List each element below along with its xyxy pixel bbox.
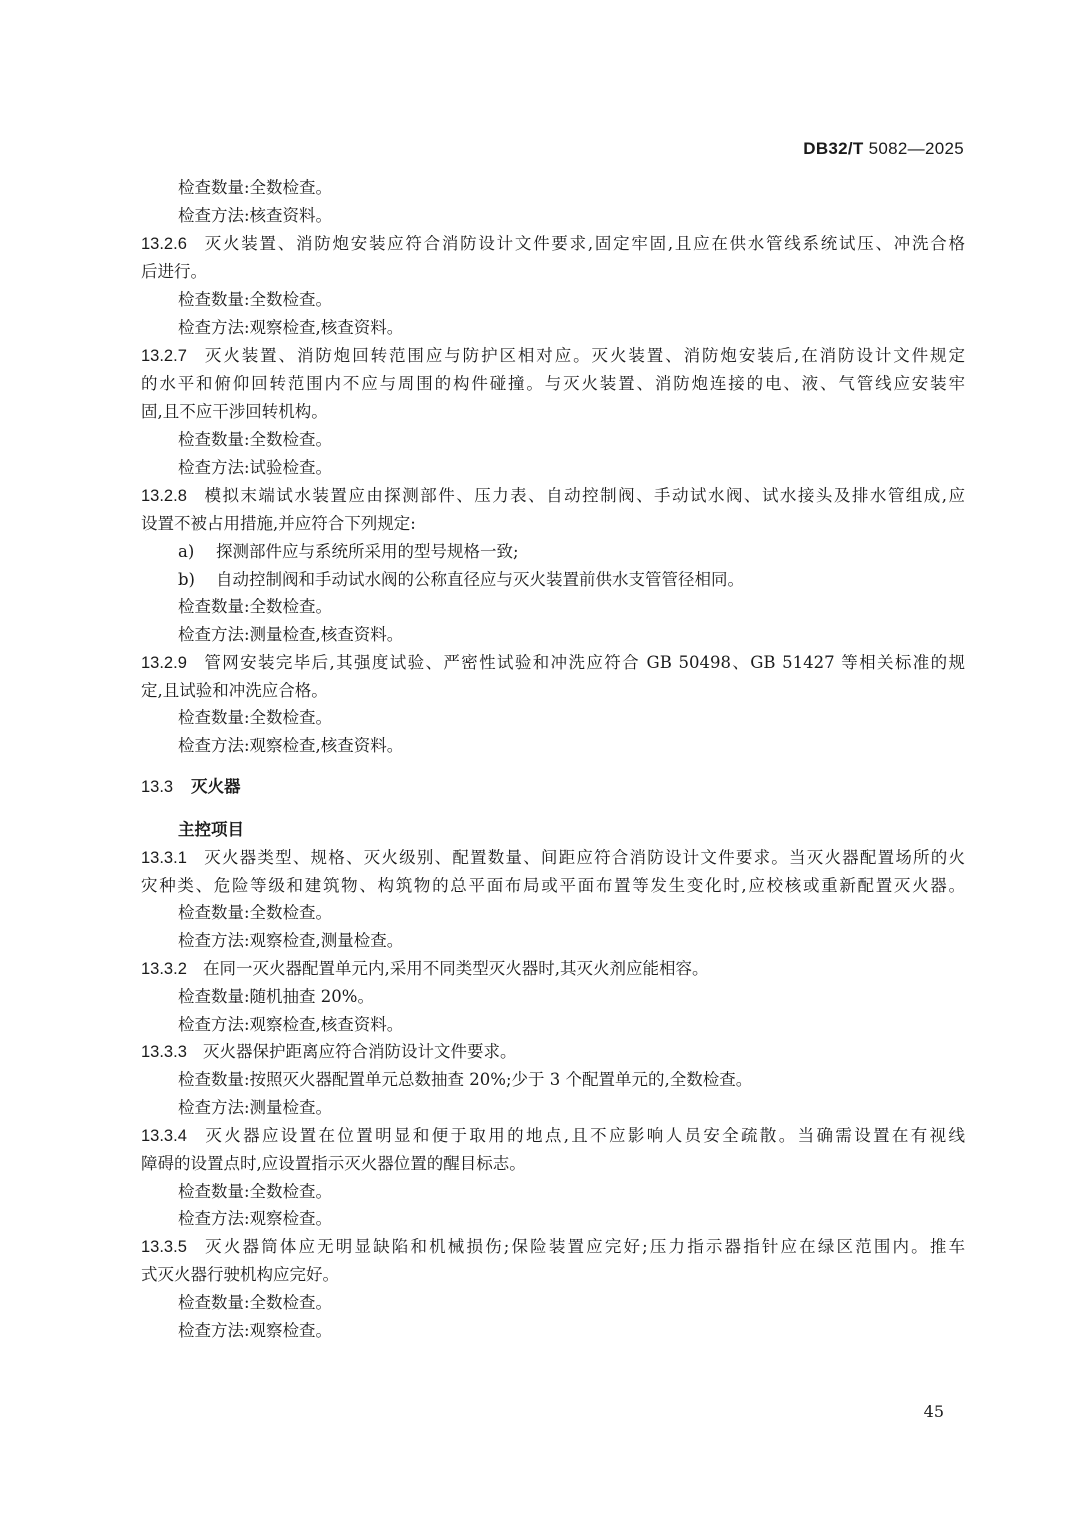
clause-text: 灭火装置、消防炮回转范围应与防护区相对应。灭火装置、消防炮安装后,在消防设计文件规定 bbox=[203, 346, 965, 365]
clause-13-2-8 bbox=[141, 486, 965, 506]
inspection-method: 检查方法:测量检查。 bbox=[178, 1098, 333, 1117]
section-title: 灭火器 bbox=[191, 778, 241, 796]
clause-text: 模拟末端试水装置应由探测部件、压力表、自动控制阀、手动试水阀、试水接头及排水管组成,应 bbox=[203, 486, 965, 505]
clause-13-3-3 bbox=[141, 1042, 965, 1062]
clause-13-2-9 bbox=[141, 653, 965, 673]
list-item-label: a) bbox=[178, 542, 195, 561]
clause-text: 灭火装置、消防炮安装应符合消防设计文件要求,固定牢固,且应在供水管线系统试压、冲洗合格 bbox=[203, 234, 965, 253]
clause-number: 13.2.9 bbox=[141, 654, 187, 672]
clause-number: 13.3.4 bbox=[141, 1127, 187, 1145]
clause-text-cont: 灾种类、危险等级和建筑物、构筑物的总平面布局或平面布置等发生变化时,应校核或重新配置灭火器。 bbox=[141, 876, 965, 895]
standard-prefix: DB32/T bbox=[803, 139, 864, 158]
inspection-method: 检查方法:观察检查,核查资料。 bbox=[178, 318, 404, 337]
clause-text-cont: 固,且不应干涉回转机构。 bbox=[141, 402, 328, 421]
clause-text-cont: 设置不被占用措施,并应符合下列规定: bbox=[141, 514, 416, 533]
clause-13-3-4 bbox=[141, 1126, 965, 1146]
inspection-quantity: 检查数量:全数检查。 bbox=[178, 1293, 333, 1312]
inspection-method: 检查方法:观察检查,测量检查。 bbox=[178, 931, 404, 950]
inspection-method: 检查方法:观察检查,核查资料。 bbox=[178, 1015, 404, 1034]
clause-text-cont: 障碍的设置点时,应设置指示灭火器位置的醒目标志。 bbox=[141, 1154, 526, 1173]
page-number: 45 bbox=[923, 1402, 944, 1421]
clause-text: 灭火器类型、规格、灭火级别、配置数量、间距应符合消防设计文件要求。当灭火器配置场所的火 bbox=[203, 848, 965, 867]
subsection-heading: 主控项目 bbox=[178, 821, 244, 839]
inspection-quantity: 检查数量:全数检查。 bbox=[178, 903, 333, 922]
list-item bbox=[178, 570, 1002, 590]
clause-number: 13.3.3 bbox=[141, 1043, 187, 1061]
clause-text-cont: 定,且试验和冲洗应合格。 bbox=[141, 681, 328, 700]
list-item-label: b) bbox=[178, 570, 195, 589]
clause-number: 13.3.1 bbox=[141, 849, 187, 867]
inspection-quantity: 检查数量:全数检查。 bbox=[178, 290, 333, 309]
clause-13-3-1 bbox=[141, 848, 965, 868]
clause-text-cont: 后进行。 bbox=[141, 262, 207, 281]
inspection-quantity: 检查数量:随机抽查 20%。 bbox=[178, 987, 374, 1006]
clause-text: 灭火器筒体应无明显缺陷和机械损伤;保险装置应完好;压力指示器指针应在绿区范围内。推车 bbox=[203, 1237, 965, 1256]
inspection-method: 检查方法:试验检查。 bbox=[178, 458, 333, 477]
document-code-header bbox=[803, 139, 964, 159]
inspection-quantity: 检查数量:全数检查。 bbox=[178, 1182, 333, 1201]
section-number: 13.3 bbox=[141, 778, 174, 796]
clause-text: 在同一灭火器配置单元内,采用不同类型灭火器时,其灭火剂应能相容。 bbox=[203, 959, 709, 978]
inspection-quantity: 检查数量:全数检查。 bbox=[178, 430, 333, 449]
clause-number: 13.2.6 bbox=[141, 235, 187, 253]
inspection-method: 检查方法:观察检查。 bbox=[178, 1209, 333, 1228]
inspection-quantity: 检查数量:按照灭火器配置单元总数抽查 20%;少于 3 个配置单元的,全数检查。 bbox=[178, 1070, 753, 1089]
inspection-method: 检查方法:观察检查,核查资料。 bbox=[178, 736, 404, 755]
clause-13-3-2 bbox=[141, 959, 965, 979]
clause-13-2-7 bbox=[141, 346, 965, 366]
clause-number: 13.3.5 bbox=[141, 1238, 187, 1256]
clause-text: 管网安装完毕后,其强度试验、严密性试验和冲洗应符合 GB 50498、GB 51427 等相关标准的规 bbox=[203, 653, 965, 672]
inspection-method: 检查方法:测量检查,核查资料。 bbox=[178, 625, 404, 644]
inspection-quantity: 检查数量:全数检查。 bbox=[178, 178, 333, 197]
clause-text-cont: 式灭火器行驶机构应完好。 bbox=[141, 1265, 339, 1284]
inspection-method: 检查方法:观察检查。 bbox=[178, 1321, 333, 1340]
clause-number: 13.2.8 bbox=[141, 487, 187, 505]
list-item bbox=[178, 542, 1002, 562]
clause-13-2-6 bbox=[141, 234, 965, 254]
clause-13-3-5 bbox=[141, 1237, 965, 1257]
inspection-method: 检查方法:核查资料。 bbox=[178, 206, 333, 225]
clause-number: 13.3.2 bbox=[141, 960, 187, 978]
clause-text: 灭火器保护距离应符合消防设计文件要求。 bbox=[203, 1042, 517, 1061]
section-heading bbox=[141, 777, 965, 797]
list-item-text: 探测部件应与系统所采用的型号规格一致; bbox=[216, 542, 519, 561]
clause-number: 13.2.7 bbox=[141, 347, 187, 365]
standard-number: 5082—2025 bbox=[863, 139, 964, 158]
clause-text-cont: 的水平和俯仰回转范围内不应与周围的构件碰撞。与灭火装置、消防炮连接的电、液、气管线应安装牢 bbox=[141, 374, 965, 393]
clause-text: 灭火器应设置在位置明显和便于取用的地点,且不应影响人员安全疏散。当确需设置在有视线 bbox=[203, 1126, 965, 1145]
inspection-quantity: 检查数量:全数检查。 bbox=[178, 597, 333, 616]
inspection-quantity: 检查数量:全数检查。 bbox=[178, 708, 333, 727]
list-item-text: 自动控制阀和手动试水阀的公称直径应与灭火装置前供水支管管径相同。 bbox=[216, 570, 744, 589]
